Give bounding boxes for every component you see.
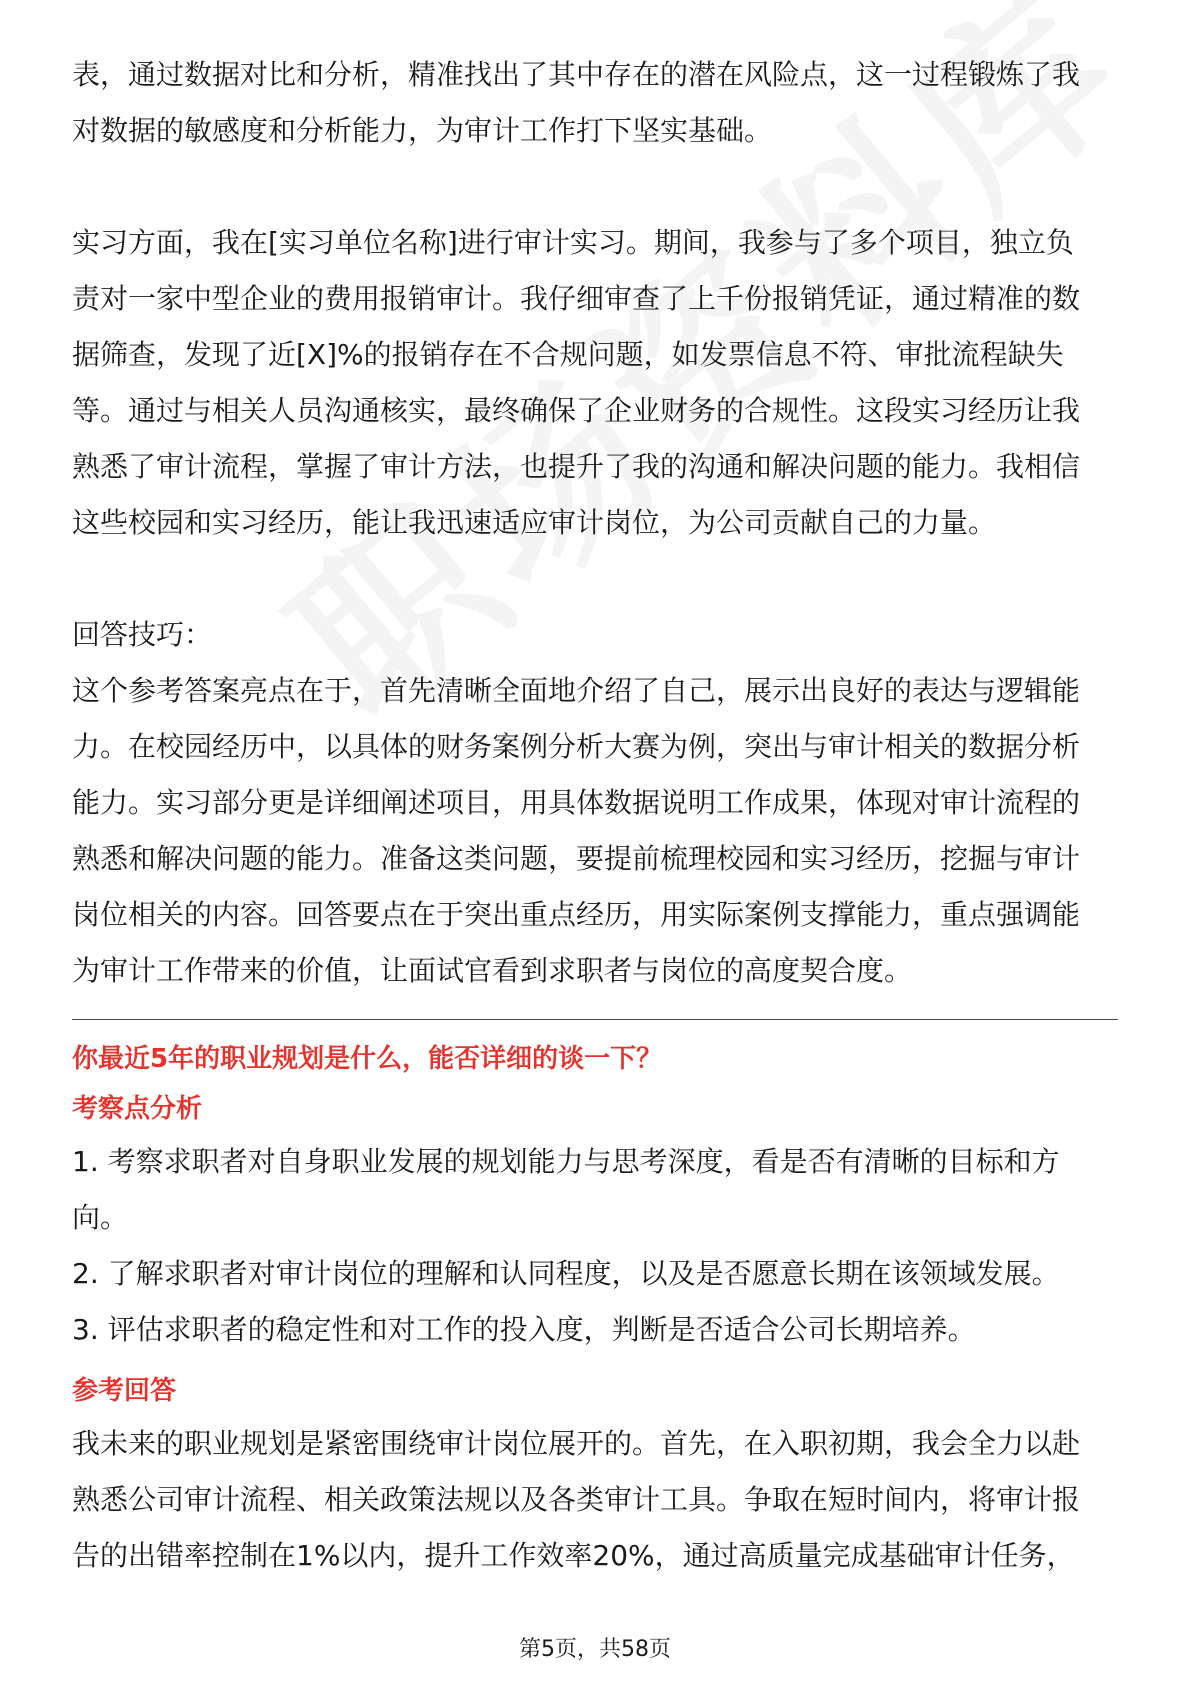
text-line: 据筛查，发现了近[X]%的报销存在不合规问题，如发票信息不符、审批流程缺失 [72,338,1064,371]
list-item: 3. 评估求职者的稳定性和对工作的投入度，判断是否适合公司长期培养。 [72,1313,976,1346]
document-body [72,47,1118,1584]
text-line: 这个参考答案亮点在于，首先清晰全面地介绍了自己，展示出良好的表达与逻辑能 [72,674,1081,707]
intro-paragraph-1 [72,47,1118,159]
list-item: 2. 了解求职者对审计岗位的理解和认同程度，以及是否愿意长期在该领域发展。 [72,1257,1060,1290]
text-line: 熟悉和解决问题的能力。准备这类问题，要提前梳理校园和实习经历，挖掘与审计 [72,842,1081,875]
text-line: 熟悉了审计流程，掌握了审计方法，也提升了我的沟通和解决问题的能力。我相信 [72,450,1081,483]
text-line: 实习方面，我在[实习单位名称]进行审计实习。期间，我参与了多个项目，独立负 [72,226,1074,259]
list-item: 1. 考察求职者对自身职业发展的规划能力与思考深度，看是否有清晰的目标和方 [72,1145,1060,1178]
text-line: 岗位相关的内容。回答要点在于突出重点经历，用实际案例支撑能力，重点强调能 [72,898,1081,931]
text-line: 熟悉公司审计流程、相关政策法规以及各类审计工具。争取在短时间内，将审计报 [72,1483,1081,1516]
text-line: 等。通过与相关人员沟通核实，最终确保了企业财务的合规性。这段实习经历让我 [72,394,1081,427]
text-line: 为审计工作带来的价值，让面试官看到求职者与岗位的高度契合度。 [72,954,913,987]
list-item: 向。 [72,1201,129,1234]
text-line: 告的出错率控制在1%以内，提升工作效率20%，通过高质量完成基础审计任务， [72,1539,1075,1572]
answer-tips [72,607,1118,999]
text-line: 这些校园和实习经历，能让我迅速适应审计岗位，为公司贡献自己的力量。 [72,506,997,539]
answer-heading: 参考回答 [72,1376,177,1406]
text-line: 对数据的敏感度和分析能力，为审计工作打下坚实基础。 [72,114,773,147]
page-number: 第5页，共58页 [519,1637,671,1662]
text-line: 责对一家中型企业的费用报销审计。我仔细审查了上千份报销凭证，通过精准的数 [72,282,1081,315]
analysis-heading: 考察点分析 [72,1094,203,1124]
text-line: 我未来的职业规划是紧密围绕审计岗位展开的。首先，在入职初期，我会全力以赴 [72,1427,1081,1460]
text-line: 表，通过数据对比和分析，精准找出了其中存在的潜在风险点，这一过程锻炼了我 [72,58,1081,91]
question-title: 你最近5年的职业规划是什么，能否详细的谈一下？ [72,1044,663,1074]
question-section [72,1034,1118,1584]
intro-paragraph-2 [72,215,1118,551]
text-line: 力。在校园经历中，以具体的财务案例分析大赛为例，突出与审计相关的数据分析 [72,730,1081,763]
tips-label: 回答技巧： [72,618,213,651]
section-divider [72,1019,1118,1020]
text-line: 能力。实习部分更是详细阐述项目，用具体数据说明工作成果，体现对审计流程的 [72,786,1081,819]
